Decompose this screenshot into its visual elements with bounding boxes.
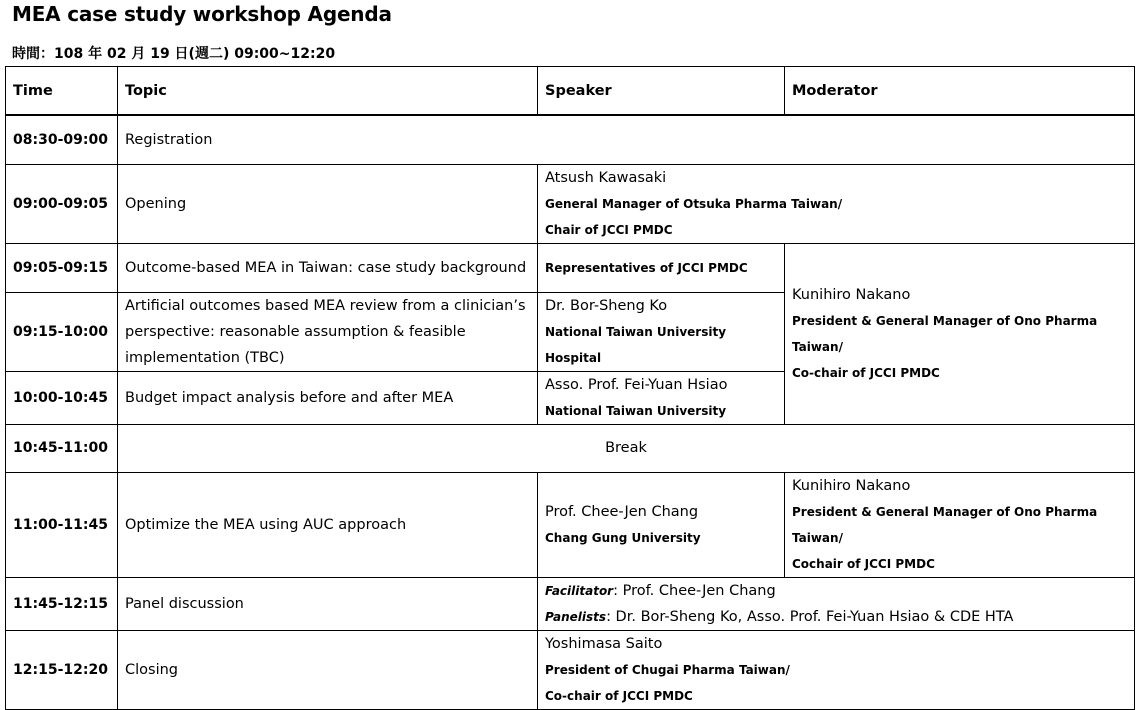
table-row xyxy=(6,577,1135,630)
row-time: 09:05-09:15 xyxy=(6,243,118,292)
row-time: 09:15-10:00 xyxy=(6,292,118,371)
row-moderator xyxy=(785,472,1135,577)
table-header-row xyxy=(6,67,1135,116)
speaker-name: Dr. Bor-Sheng Ko xyxy=(545,297,668,314)
facilitator-line xyxy=(545,578,1127,604)
header-topic: Topic xyxy=(118,67,538,116)
panelists-line xyxy=(545,604,1127,630)
speaker-title: President of Chugai Pharma Taiwan/ xyxy=(545,662,790,677)
moderator-title: Co-chair of JCCI PMDC xyxy=(792,365,940,380)
row-topic: Budget impact analysis before and after MEA xyxy=(118,371,538,424)
row-topic: Artificial outcomes based MEA review from a clinician’s perspective: reasonable assumption & feasible implementation (TBC) xyxy=(118,292,538,371)
speaker-title: Co-chair of JCCI PMDC xyxy=(545,688,693,703)
speaker-name: Prof. Chee-Jen Chang xyxy=(545,503,699,520)
table-row xyxy=(6,630,1135,709)
speaker-title: Representatives of JCCI PMDC xyxy=(545,260,748,275)
row-topic: Opening xyxy=(118,164,538,243)
header-speaker: Speaker xyxy=(538,67,785,116)
agenda-table xyxy=(5,66,1135,710)
speaker-name: Asso. Prof. Fei-Yuan Hsiao xyxy=(545,376,728,393)
speaker-title: Chair of JCCI PMDC xyxy=(545,222,673,237)
moderator-name: Kunihiro Nakano xyxy=(792,286,911,303)
row-time: 08:30-09:00 xyxy=(6,115,118,164)
row-speaker xyxy=(538,164,1135,243)
row-time: 12:15-12:20 xyxy=(6,630,118,709)
row-time: 09:00-09:05 xyxy=(6,164,118,243)
header-time: Time xyxy=(6,67,118,116)
table-row xyxy=(6,115,1135,164)
row-speaker xyxy=(538,630,1135,709)
moderator-title: President & General Manager of Ono Pharma Taiwan/ xyxy=(792,504,1098,545)
speaker-name: Atsush Kawasaki xyxy=(545,169,667,186)
header-moderator: Moderator xyxy=(785,67,1135,116)
moderator-title: President & General Manager of Ono Pharma Taiwan/ xyxy=(792,313,1098,354)
page-title: MEA case study workshop Agenda xyxy=(12,2,392,26)
row-time: 11:00-11:45 xyxy=(6,472,118,577)
speaker-title: Chang Gung University xyxy=(545,530,701,545)
table-row xyxy=(6,424,1135,472)
row-speaker xyxy=(538,472,785,577)
row-topic: Panel discussion xyxy=(118,577,538,630)
row-speaker xyxy=(538,292,785,371)
row-speaker xyxy=(538,371,785,424)
row-moderator xyxy=(785,243,1135,424)
facilitator-value: : Prof. Chee-Jen Chang xyxy=(613,582,776,599)
moderator-name: Kunihiro Nakano xyxy=(792,477,911,494)
row-topic: Registration xyxy=(118,115,1135,164)
facilitator-label: Facilitator xyxy=(545,583,614,598)
row-topic: Optimize the MEA using AUC approach xyxy=(118,472,538,577)
speaker-title: National Taiwan University xyxy=(545,403,727,418)
row-speaker xyxy=(538,243,785,292)
event-time: 時間：108 年 02 月 19 日(週二) 09:00~12:20 xyxy=(12,46,336,62)
row-topic: Outcome-based MEA in Taiwan: case study background xyxy=(118,243,538,292)
speaker-title: National Taiwan University Hospital xyxy=(545,324,727,365)
speaker-title: General Manager of Otsuka Pharma Taiwan/ xyxy=(545,196,843,211)
row-topic: Break xyxy=(118,424,1135,472)
panelists-value: : Dr. Bor-Sheng Ko, Asso. Prof. Fei-Yuan Hsiao & CDE HTA xyxy=(606,608,1014,625)
moderator-title: Cochair of JCCI PMDC xyxy=(792,556,935,571)
table-row xyxy=(6,243,1135,292)
row-time: 10:00-10:45 xyxy=(6,371,118,424)
row-time: 11:45-12:15 xyxy=(6,577,118,630)
panelists-label: Panelists xyxy=(545,609,607,624)
speaker-name: Yoshimasa Saito xyxy=(545,635,663,652)
row-speaker xyxy=(538,577,1135,630)
row-time: 10:45-11:00 xyxy=(6,424,118,472)
table-row xyxy=(6,164,1135,243)
table-row xyxy=(6,472,1135,577)
row-topic: Closing xyxy=(118,630,538,709)
